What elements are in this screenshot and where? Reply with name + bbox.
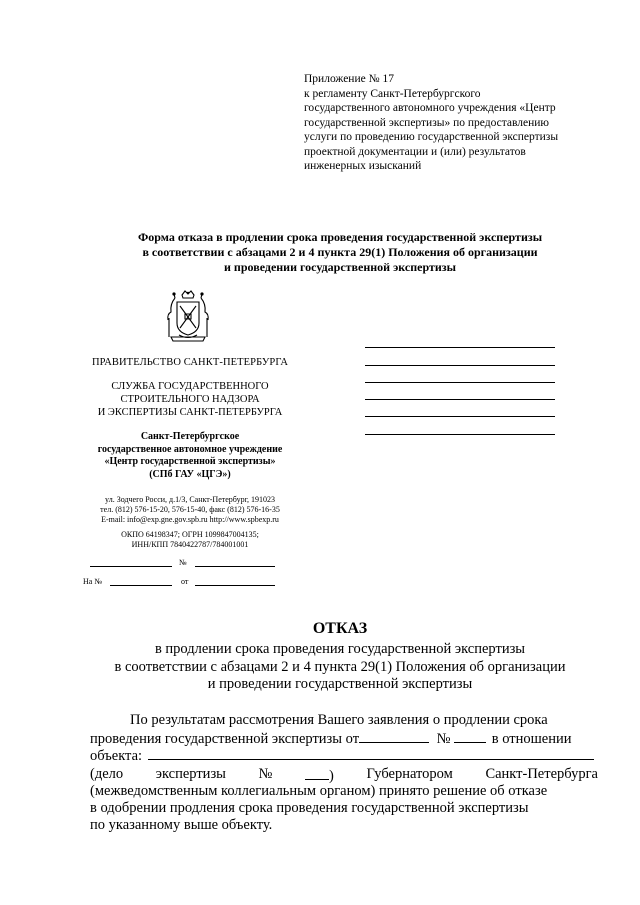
body-line-5: (межведомственным коллегиальным органом) принято решение об отказе <box>90 783 548 799</box>
ref-label: На № <box>83 577 102 586</box>
addressee-line <box>365 365 555 366</box>
application-date-blank <box>359 729 429 743</box>
contact-line: E-mail: info@exp.gne.gov.spb.ru http://www.spbexp.ru <box>101 515 279 524</box>
application-number-label: № <box>436 731 451 747</box>
case-number-blank <box>305 766 329 780</box>
object-blank <box>148 746 594 760</box>
from-label: от <box>181 577 189 586</box>
appendix-line: государственного автономного учреждения «Центр <box>304 102 556 114</box>
appendix-line: Приложение № 17 <box>304 73 394 85</box>
in-relation-label: в отношении <box>491 731 572 747</box>
addressee-line <box>365 382 555 383</box>
code-line: ОКПО 64198347; ОГРН 1099847004135; <box>121 530 259 539</box>
appendix-line: услуги по проведению государственной экспертизы <box>304 131 559 143</box>
code-line: ИНН/КПП 7840422787/784001001 <box>131 540 249 549</box>
form-title-line: в соответствии с абзацами 2 и 4 пункта 29(1) Положения об организации <box>142 244 538 259</box>
application-number-blank <box>454 729 486 743</box>
body-line-1: По результатам рассмотрения Вашего заявления о продлении срока <box>130 712 548 728</box>
organization-line: государственное автономное учреждение <box>97 443 283 455</box>
number-sign: № <box>179 558 187 567</box>
ref-date-line <box>195 585 275 586</box>
city-word: Санкт-Петербурга <box>485 766 598 782</box>
outgoing-number-line <box>195 566 275 567</box>
body-line-3 <box>90 746 598 765</box>
addressee-line <box>365 434 555 435</box>
refusal-subtitle-line: и проведении государственной экспертизы <box>207 676 473 692</box>
refusal-subtitle-line: в соответствии с абзацами 2 и 4 пункта 29(1) Положения об организации <box>114 658 566 675</box>
addressee-line <box>365 347 555 348</box>
case-close-paren: ) <box>328 768 334 784</box>
appendix-reference <box>304 72 604 174</box>
case-number-sign: № <box>258 766 273 782</box>
expertise-word: экспертизы <box>155 766 226 782</box>
service-line: СТРОИТЕЛЬНОГО НАДЗОРА <box>120 394 260 405</box>
service-name <box>85 380 295 419</box>
form-title <box>90 230 590 274</box>
refusal-subtitle <box>60 641 620 694</box>
refusal-title: ОТКАЗ <box>312 620 368 637</box>
case-word: (дело <box>90 766 124 782</box>
service-line: СЛУЖБА ГОСУДАРСТВЕННОГО <box>111 381 269 392</box>
contact-line: тел. (812) 576-15-20, 576-15-40, факс (812) 576-16-35 <box>100 505 280 514</box>
organization-line: «Центр государственной экспертизы» <box>104 456 276 467</box>
refusal-subtitle-line: в продлении срока проведения государственной экспертизы <box>154 641 526 657</box>
appendix-line: государственной экспертизы» по предоставлению <box>304 116 550 129</box>
governor-word: Губернатором <box>366 766 453 782</box>
organization-name <box>85 431 295 481</box>
form-title-line: Форма отказа в продлении срока проведения государственной экспертизы <box>137 230 543 244</box>
form-title-line: и проведении государственной экспертизы <box>224 259 456 274</box>
addressee-line <box>365 416 555 417</box>
body-line-7: по указанному выше объекту. <box>90 817 273 833</box>
contact-line: ул. Зодчего Росси, д.1/3, Санкт-Петербург, 191023 <box>105 495 275 504</box>
body-line-6: в одобрении продления срока проведения государственной экспертизы <box>90 800 529 816</box>
contact-info <box>85 495 295 525</box>
application-date-label: проведения государственной экспертизы от <box>90 731 360 747</box>
ref-number-line <box>110 585 172 586</box>
government-name: ПРАВИТЕЛЬСТВО САНКТ-ПЕТЕРБУРГА <box>91 357 289 368</box>
organization-line: (СПб ГАУ «ЦГЭ») <box>149 468 231 480</box>
coat-of-arms-icon <box>163 290 213 344</box>
appendix-line: инженерных изысканий <box>304 160 422 172</box>
service-line: И ЭКСПЕРТИЗЫ САНКТ-ПЕТЕРБУРГА <box>97 407 283 418</box>
organization-line: Санкт-Петербургское <box>140 431 240 442</box>
object-label: объекта: <box>90 748 143 764</box>
outgoing-date-line <box>90 566 172 567</box>
appendix-line: проектной документации и (или) результатов <box>304 145 526 158</box>
registration-codes <box>85 530 295 550</box>
addressee-line <box>365 399 555 400</box>
appendix-line: к регламенту Санкт-Петербургского <box>304 87 481 100</box>
